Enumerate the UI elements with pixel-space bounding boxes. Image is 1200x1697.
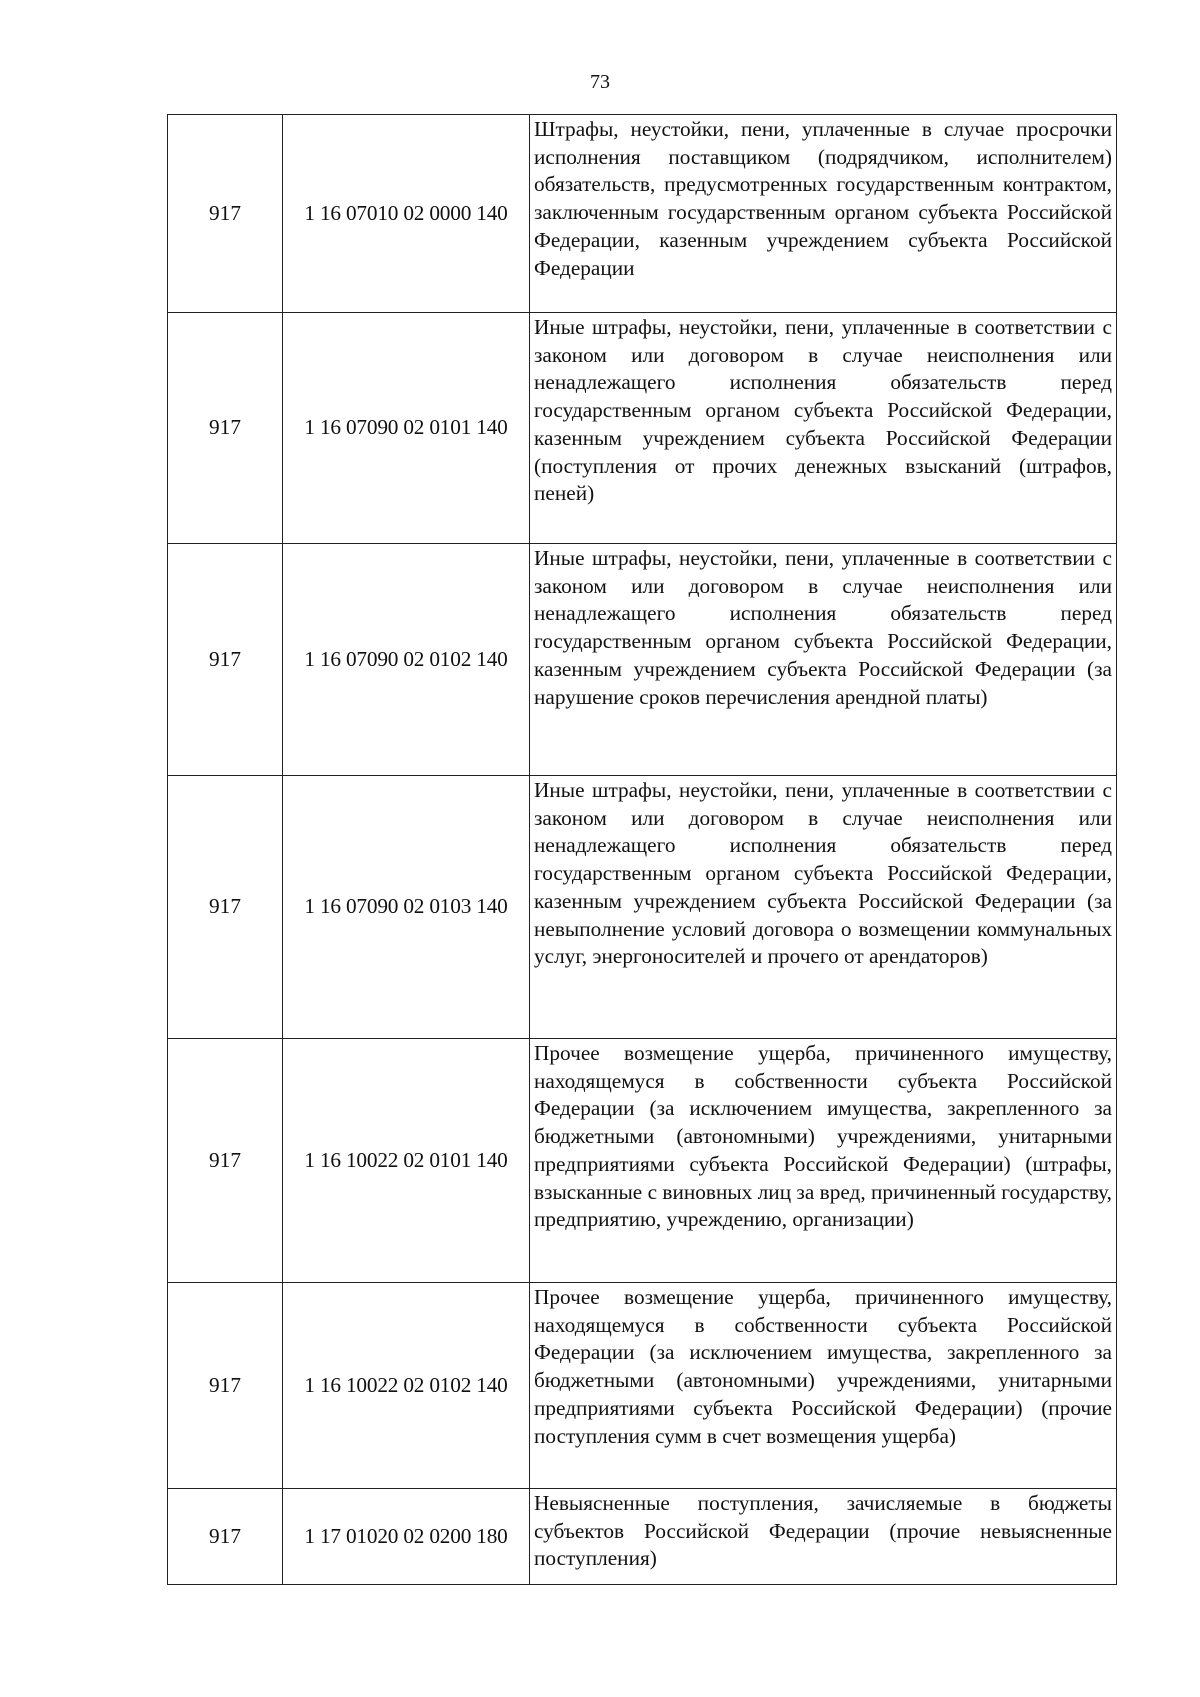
revenue-name-cell: Иные штрафы, неустойки, пени, уплаченные в соответствии с законом или договором в случае неисполнения или ненадлежащего исполнения обязательств перед государственным органом субъекта Российской Федерации, казенным учреждением субъекта Российской Федерации (поступления от прочих денежных взысканий (штрафов, пеней) [530, 313, 1117, 544]
budget-classification-table [167, 114, 1117, 1585]
revenue-name-cell: Иные штрафы, неустойки, пени, уплаченные в соответствии с законом или договором в случае неисполнения или ненадлежащего исполнения обязательств перед государственным органом субъекта Российской Федерации, казенным учреждением субъекта Российской Федерации (за нарушение сроков перечисления арендной платы) [530, 544, 1117, 776]
budget-code-cell: 1 17 01020 02 0200 180 [283, 1489, 530, 1585]
revenue-name-cell: Невыясненные поступления, зачисляемые в бюджеты субъектов Российской Федерации (прочие невыясненные поступления) [530, 1489, 1117, 1585]
budget-code-cell: 1 16 10022 02 0102 140 [283, 1283, 530, 1489]
admin-code-cell: 917 [168, 544, 283, 776]
table-row [168, 544, 1117, 776]
admin-code-cell: 917 [168, 313, 283, 544]
page-number: 73 [590, 71, 610, 93]
table-row [168, 1283, 1117, 1489]
budget-code-cell: 1 16 07010 02 0000 140 [283, 115, 530, 313]
admin-code-cell: 917 [168, 1489, 283, 1585]
table-row [168, 1039, 1117, 1283]
admin-code-cell: 917 [168, 1039, 283, 1283]
revenue-name-cell: Прочее возмещение ущерба, причиненного имуществу, находящемуся в собственности субъекта Российской Федерации (за исключением имущества, закрепленного за бюджетными (автономными) учреждениями, унитарными предприятиями субъекта Российской Федерации) (прочие поступления сумм в счет возмещения ущерба) [530, 1283, 1117, 1489]
admin-code-cell: 917 [168, 776, 283, 1039]
budget-code-cell: 1 16 07090 02 0101 140 [283, 313, 530, 544]
admin-code-cell: 917 [168, 115, 283, 313]
budget-code-cell: 1 16 10022 02 0101 140 [283, 1039, 530, 1283]
revenue-name-cell: Прочее возмещение ущерба, причиненного имуществу, находящемуся в собственности субъекта Российской Федерации (за исключением имущества, закрепленного за бюджетными (автономными) учреждениями, унитарными предприятиями субъекта Российской Федерации) (штрафы, взысканные с виновных лиц за вред, причиненный государству, предприятию, учреждению, организации) [530, 1039, 1117, 1283]
budget-code-cell: 1 16 07090 02 0102 140 [283, 544, 530, 776]
table-row [168, 1489, 1117, 1585]
table-row [168, 776, 1117, 1039]
budget-code-cell: 1 16 07090 02 0103 140 [283, 776, 530, 1039]
revenue-name-cell: Иные штрафы, неустойки, пени, уплаченные в соответствии с законом или договором в случае неисполнения или ненадлежащего исполнения обязательств перед государственным органом субъекта Российской Федерации, казенным учреждением субъекта Российской Федерации (за невыполнение условий договора о возмещении коммунальных услуг, энергоносителей и прочего от арендаторов) [530, 776, 1117, 1039]
admin-code-cell: 917 [168, 1283, 283, 1489]
table-row [168, 313, 1117, 544]
table-row [168, 115, 1117, 313]
revenue-name-cell: Штрафы, неустойки, пени, уплаченные в случае просрочки исполнения поставщиком (подрядчиком, исполнителем) обязательств, предусмотренных государственным контрактом, заключенным государственным органом субъекта Российской Федерации, казенным учреждением субъекта Российской Федерации [530, 115, 1117, 313]
